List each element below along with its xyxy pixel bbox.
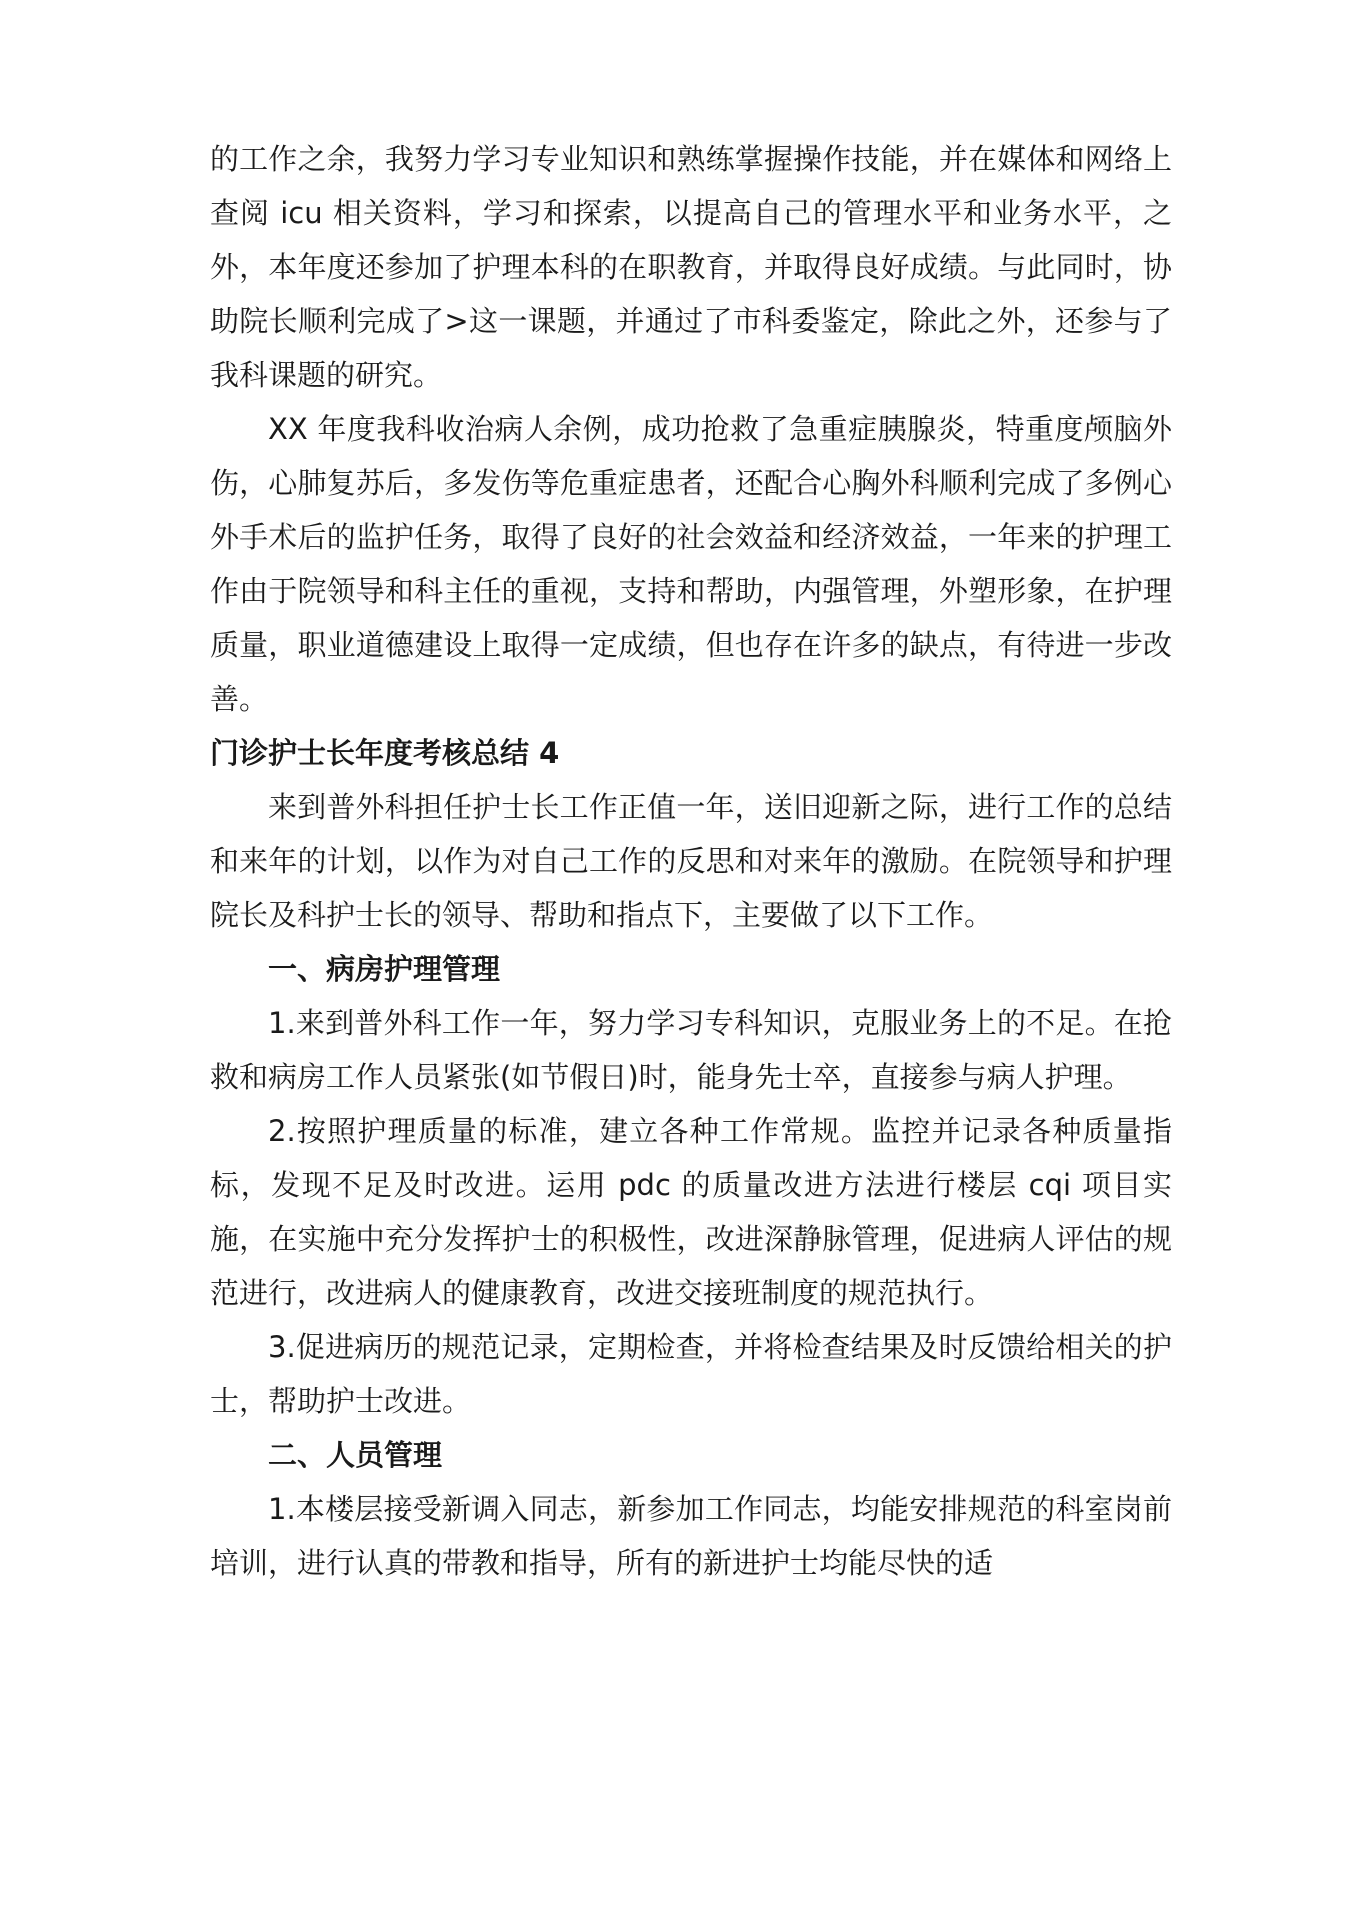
paragraph-work-study: 的工作之余，我努力学习专业知识和熟练掌握操作技能，并在媒体和网络上查阅 icu 相关资料，学习和探索，以提高自己的管理水平和业务水平，之外，本年度还参加了护理本科的在职教育，并取得良好成绩。与此同时，协助院长顺利完成了>这一课题，并通过了市科委鉴定，除此之外，还参与了我科课题的研究。 bbox=[210, 142, 1172, 392]
subheading-staff-management: 二、人员管理 bbox=[268, 1438, 443, 1472]
paragraph-intro: 来到普外科担任护士长工作正值一年，送旧迎新之际，进行工作的总结和来年的计划，以作为对自己工作的反思和对来年的激励。在院领导和护理院长及科护士长的领导、帮助和指点下，主要做了以下工作。 bbox=[210, 790, 1172, 932]
list-item-ward-2: 2.按照护理质量的标准，建立各种工作常规。监控并记录各种质量指标，发现不足及时改进。运用 pdc 的质量改进方法进行楼层 cqi 项目实施，在实施中充分发挥护士的积极性，改进深静脉管理，促进病人评估的规范进行，改进病人的健康教育，改进交接班制度的规范执行。 bbox=[210, 1114, 1172, 1310]
list-item-ward-3: 3.促进病历的规范记录，定期检查，并将检查结果及时反馈给相关的护士，帮助护士改进。 bbox=[210, 1330, 1172, 1418]
document-body bbox=[210, 132, 1172, 1590]
list-item-staff-1: 1.本楼层接受新调入同志，新参加工作同志，均能安排规范的科室岗前培训，进行认真的带教和指导，所有的新进护士均能尽快的适 bbox=[210, 1492, 1172, 1580]
list-item-ward-1: 1.来到普外科工作一年，努力学习专科知识，克服业务上的不足。在抢救和病房工作人员紧张(如节假日)时，能身先士卒，直接参与病人护理。 bbox=[210, 1006, 1172, 1094]
subheading-ward-management: 一、病房护理管理 bbox=[268, 952, 501, 986]
section-title: 门诊护士长年度考核总结 4 bbox=[210, 736, 560, 770]
paragraph-annual-summary: XX 年度我科收治病人余例，成功抢救了急重症胰腺炎，特重度颅脑外伤，心肺复苏后，多发伤等危重症患者，还配合心胸外科顺利完成了多例心外手术后的监护任务，取得了良好的社会效益和经济效益，一年来的护理工作由于院领导和科主任的重视，支持和帮助，内强管理，外塑形象，在护理质量，职业道德建设上取得一定成绩，但也存在许多的缺点，有待进一步改善。 bbox=[210, 412, 1172, 716]
